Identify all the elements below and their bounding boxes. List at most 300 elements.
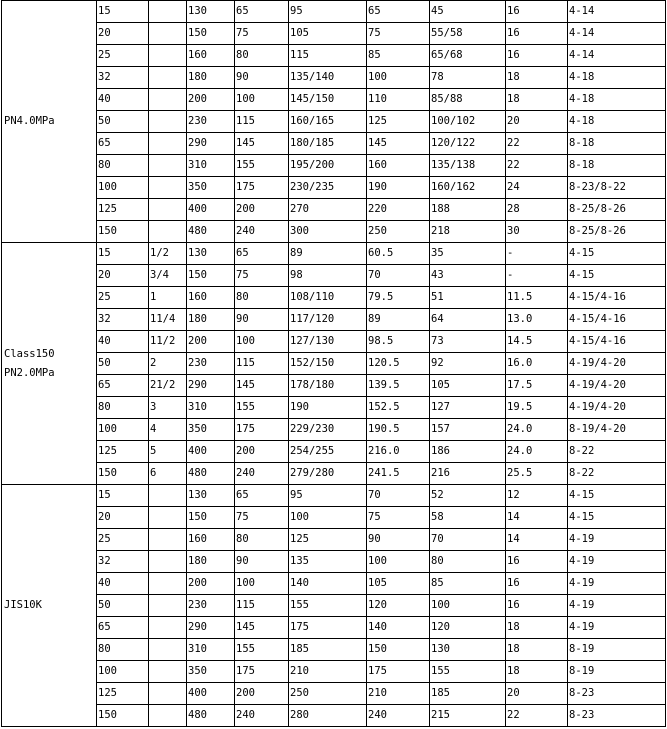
bolt-spec-cell: 4-14 bbox=[568, 45, 666, 67]
table-row bbox=[2, 67, 666, 89]
raised-face-cell: 135/138 bbox=[430, 155, 506, 177]
length-cell: 350 bbox=[187, 177, 235, 199]
thickness-cell: 17.5 bbox=[506, 375, 568, 397]
flange-spec-body bbox=[2, 1, 666, 727]
dn-cell: 32 bbox=[97, 67, 149, 89]
flange-od-cell: 195/200 bbox=[289, 155, 367, 177]
table-row bbox=[2, 551, 666, 573]
half-length-cell: 100 bbox=[235, 573, 289, 595]
nps-cell: 1/2 bbox=[149, 243, 187, 265]
half-length-cell: 240 bbox=[235, 221, 289, 243]
table-row bbox=[2, 595, 666, 617]
raised-face-cell: 55/58 bbox=[430, 23, 506, 45]
flange-od-cell: 185 bbox=[289, 639, 367, 661]
table-row bbox=[2, 661, 666, 683]
half-length-cell: 175 bbox=[235, 177, 289, 199]
bolt-spec-cell: 4-19/4-20 bbox=[568, 397, 666, 419]
bolt-circle-cell: 90 bbox=[367, 529, 430, 551]
bolt-circle-cell: 220 bbox=[367, 199, 430, 221]
half-length-cell: 115 bbox=[235, 353, 289, 375]
dn-cell: 20 bbox=[97, 507, 149, 529]
nps-cell bbox=[149, 89, 187, 111]
bolt-circle-cell: 60.5 bbox=[367, 243, 430, 265]
length-cell: 400 bbox=[187, 199, 235, 221]
flange-od-cell: 229/230 bbox=[289, 419, 367, 441]
table-row bbox=[2, 331, 666, 353]
raised-face-cell: 43 bbox=[430, 265, 506, 287]
bolt-spec-cell: 4-15/4-16 bbox=[568, 309, 666, 331]
nps-cell bbox=[149, 595, 187, 617]
half-length-cell: 115 bbox=[235, 111, 289, 133]
bolt-circle-cell: 241.5 bbox=[367, 463, 430, 485]
length-cell: 230 bbox=[187, 353, 235, 375]
table-row bbox=[2, 683, 666, 705]
half-length-cell: 115 bbox=[235, 595, 289, 617]
half-length-cell: 100 bbox=[235, 89, 289, 111]
raised-face-cell: 65/68 bbox=[430, 45, 506, 67]
length-cell: 310 bbox=[187, 639, 235, 661]
bolt-circle-cell: 89 bbox=[367, 309, 430, 331]
table-row bbox=[2, 375, 666, 397]
dn-cell: 25 bbox=[97, 45, 149, 67]
standard-label: JIS10K bbox=[4, 599, 42, 611]
standard-label-cell bbox=[2, 1, 97, 243]
raised-face-cell: 85 bbox=[430, 573, 506, 595]
thickness-cell: - bbox=[506, 243, 568, 265]
raised-face-cell: 120/122 bbox=[430, 133, 506, 155]
half-length-cell: 145 bbox=[235, 617, 289, 639]
flange-od-cell: 279/280 bbox=[289, 463, 367, 485]
bolt-spec-cell: 4-15 bbox=[568, 265, 666, 287]
nps-cell bbox=[149, 177, 187, 199]
nps-cell bbox=[149, 661, 187, 683]
half-length-cell: 65 bbox=[235, 243, 289, 265]
length-cell: 130 bbox=[187, 243, 235, 265]
nps-cell bbox=[149, 23, 187, 45]
length-cell: 150 bbox=[187, 265, 235, 287]
thickness-cell: 22 bbox=[506, 133, 568, 155]
nps-cell: 11/2 bbox=[149, 331, 187, 353]
bolt-circle-cell: 70 bbox=[367, 265, 430, 287]
half-length-cell: 200 bbox=[235, 683, 289, 705]
bolt-circle-cell: 190 bbox=[367, 177, 430, 199]
table-row bbox=[2, 1, 666, 23]
table-row bbox=[2, 199, 666, 221]
length-cell: 130 bbox=[187, 1, 235, 23]
thickness-cell: 24.0 bbox=[506, 419, 568, 441]
raised-face-cell: 64 bbox=[430, 309, 506, 331]
raised-face-cell: 216 bbox=[430, 463, 506, 485]
bolt-spec-cell: 4-15/4-16 bbox=[568, 331, 666, 353]
table-row bbox=[2, 155, 666, 177]
length-cell: 200 bbox=[187, 331, 235, 353]
table-row bbox=[2, 221, 666, 243]
bolt-circle-cell: 150 bbox=[367, 639, 430, 661]
bolt-circle-cell: 139.5 bbox=[367, 375, 430, 397]
nps-cell: 11/4 bbox=[149, 309, 187, 331]
thickness-cell: 14.5 bbox=[506, 331, 568, 353]
half-length-cell: 240 bbox=[235, 463, 289, 485]
nps-cell bbox=[149, 485, 187, 507]
half-length-cell: 155 bbox=[235, 155, 289, 177]
raised-face-cell: 100/102 bbox=[430, 111, 506, 133]
bolt-circle-cell: 125 bbox=[367, 111, 430, 133]
table-row bbox=[2, 243, 666, 265]
thickness-cell: 16.0 bbox=[506, 353, 568, 375]
nps-cell bbox=[149, 45, 187, 67]
length-cell: 290 bbox=[187, 375, 235, 397]
dn-cell: 25 bbox=[97, 287, 149, 309]
half-length-cell: 90 bbox=[235, 309, 289, 331]
length-cell: 350 bbox=[187, 661, 235, 683]
half-length-cell: 240 bbox=[235, 705, 289, 727]
raised-face-cell: 120 bbox=[430, 617, 506, 639]
table-row bbox=[2, 705, 666, 727]
nps-cell: 2 bbox=[149, 353, 187, 375]
length-cell: 310 bbox=[187, 397, 235, 419]
table-row bbox=[2, 441, 666, 463]
dn-cell: 40 bbox=[97, 89, 149, 111]
raised-face-cell: 78 bbox=[430, 67, 506, 89]
bolt-spec-cell: 4-15 bbox=[568, 485, 666, 507]
raised-face-cell: 105 bbox=[430, 375, 506, 397]
raised-face-cell: 215 bbox=[430, 705, 506, 727]
nps-cell bbox=[149, 111, 187, 133]
thickness-cell: 11.5 bbox=[506, 287, 568, 309]
length-cell: 350 bbox=[187, 419, 235, 441]
bolt-spec-cell: 8-18 bbox=[568, 133, 666, 155]
bolt-spec-cell: 4-14 bbox=[568, 23, 666, 45]
dn-cell: 15 bbox=[97, 243, 149, 265]
flange-od-cell: 160/165 bbox=[289, 111, 367, 133]
flange-od-cell: 270 bbox=[289, 199, 367, 221]
dn-cell: 80 bbox=[97, 397, 149, 419]
flange-od-cell: 100 bbox=[289, 507, 367, 529]
length-cell: 180 bbox=[187, 309, 235, 331]
thickness-cell: 18 bbox=[506, 639, 568, 661]
nps-cell: 5 bbox=[149, 441, 187, 463]
half-length-cell: 80 bbox=[235, 287, 289, 309]
nps-cell bbox=[149, 639, 187, 661]
bolt-spec-cell: 4-15 bbox=[568, 243, 666, 265]
thickness-cell: 28 bbox=[506, 199, 568, 221]
dn-cell: 100 bbox=[97, 177, 149, 199]
half-length-cell: 80 bbox=[235, 529, 289, 551]
half-length-cell: 155 bbox=[235, 397, 289, 419]
thickness-cell: 18 bbox=[506, 661, 568, 683]
raised-face-cell: 70 bbox=[430, 529, 506, 551]
length-cell: 230 bbox=[187, 111, 235, 133]
raised-face-cell: 100 bbox=[430, 595, 506, 617]
bolt-spec-cell: 8-23 bbox=[568, 683, 666, 705]
raised-face-cell: 185 bbox=[430, 683, 506, 705]
dn-cell: 80 bbox=[97, 155, 149, 177]
raised-face-cell: 127 bbox=[430, 397, 506, 419]
table-row bbox=[2, 287, 666, 309]
nps-cell bbox=[149, 573, 187, 595]
raised-face-cell: 157 bbox=[430, 419, 506, 441]
half-length-cell: 65 bbox=[235, 1, 289, 23]
flange-od-cell: 180/185 bbox=[289, 133, 367, 155]
bolt-circle-cell: 152.5 bbox=[367, 397, 430, 419]
half-length-cell: 100 bbox=[235, 331, 289, 353]
table-row bbox=[2, 617, 666, 639]
half-length-cell: 145 bbox=[235, 133, 289, 155]
half-length-cell: 90 bbox=[235, 551, 289, 573]
table-row bbox=[2, 89, 666, 111]
length-cell: 160 bbox=[187, 45, 235, 67]
bolt-circle-cell: 190.5 bbox=[367, 419, 430, 441]
bolt-circle-cell: 100 bbox=[367, 67, 430, 89]
dn-cell: 15 bbox=[97, 485, 149, 507]
bolt-spec-cell: 4-18 bbox=[568, 67, 666, 89]
length-cell: 400 bbox=[187, 441, 235, 463]
standard-label-cell bbox=[2, 243, 97, 485]
bolt-circle-cell: 240 bbox=[367, 705, 430, 727]
raised-face-cell: 52 bbox=[430, 485, 506, 507]
bolt-circle-cell: 140 bbox=[367, 617, 430, 639]
bolt-spec-cell: 8-19 bbox=[568, 639, 666, 661]
length-cell: 160 bbox=[187, 529, 235, 551]
standard-label: PN4.0MPa bbox=[4, 115, 55, 127]
table-row bbox=[2, 111, 666, 133]
flange-od-cell: 95 bbox=[289, 485, 367, 507]
bolt-spec-cell: 8-25/8-26 bbox=[568, 199, 666, 221]
dn-cell: 32 bbox=[97, 551, 149, 573]
bolt-spec-cell: 4-19 bbox=[568, 573, 666, 595]
dn-cell: 100 bbox=[97, 419, 149, 441]
flange-od-cell: 145/150 bbox=[289, 89, 367, 111]
thickness-cell: 16 bbox=[506, 23, 568, 45]
thickness-cell: 20 bbox=[506, 111, 568, 133]
thickness-cell: 14 bbox=[506, 529, 568, 551]
dn-cell: 40 bbox=[97, 573, 149, 595]
table-row bbox=[2, 485, 666, 507]
bolt-spec-cell: 8-18 bbox=[568, 155, 666, 177]
thickness-cell: 13.0 bbox=[506, 309, 568, 331]
bolt-circle-cell: 145 bbox=[367, 133, 430, 155]
nps-cell: 21/2 bbox=[149, 375, 187, 397]
raised-face-cell: 80 bbox=[430, 551, 506, 573]
dn-cell: 50 bbox=[97, 111, 149, 133]
bolt-circle-cell: 75 bbox=[367, 23, 430, 45]
length-cell: 180 bbox=[187, 551, 235, 573]
dn-cell: 50 bbox=[97, 595, 149, 617]
thickness-cell: 24 bbox=[506, 177, 568, 199]
dn-cell: 40 bbox=[97, 331, 149, 353]
length-cell: 290 bbox=[187, 133, 235, 155]
bolt-spec-cell: 4-18 bbox=[568, 89, 666, 111]
half-length-cell: 80 bbox=[235, 45, 289, 67]
bolt-spec-cell: 4-19 bbox=[568, 529, 666, 551]
bolt-circle-cell: 100 bbox=[367, 551, 430, 573]
bolt-spec-cell: 8-22 bbox=[568, 463, 666, 485]
length-cell: 290 bbox=[187, 617, 235, 639]
bolt-circle-cell: 85 bbox=[367, 45, 430, 67]
bolt-circle-cell: 120.5 bbox=[367, 353, 430, 375]
nps-cell bbox=[149, 199, 187, 221]
table-row bbox=[2, 573, 666, 595]
raised-face-cell: 35 bbox=[430, 243, 506, 265]
thickness-cell: 24.0 bbox=[506, 441, 568, 463]
nps-cell: 3 bbox=[149, 397, 187, 419]
nps-cell bbox=[149, 1, 187, 23]
flange-od-cell: 190 bbox=[289, 397, 367, 419]
nps-cell bbox=[149, 155, 187, 177]
length-cell: 160 bbox=[187, 287, 235, 309]
thickness-cell: 16 bbox=[506, 1, 568, 23]
half-length-cell: 175 bbox=[235, 419, 289, 441]
thickness-cell: 18 bbox=[506, 89, 568, 111]
table-row bbox=[2, 507, 666, 529]
dn-cell: 20 bbox=[97, 23, 149, 45]
thickness-cell: 16 bbox=[506, 573, 568, 595]
bolt-spec-cell: 4-18 bbox=[568, 111, 666, 133]
flange-od-cell: 178/180 bbox=[289, 375, 367, 397]
table-row bbox=[2, 397, 666, 419]
thickness-cell: 20 bbox=[506, 683, 568, 705]
table-row bbox=[2, 45, 666, 67]
bolt-circle-cell: 70 bbox=[367, 485, 430, 507]
thickness-cell: 18 bbox=[506, 617, 568, 639]
dn-cell: 100 bbox=[97, 661, 149, 683]
standard-label: Class150 bbox=[4, 347, 55, 360]
length-cell: 130 bbox=[187, 485, 235, 507]
half-length-cell: 145 bbox=[235, 375, 289, 397]
flange-od-cell: 108/110 bbox=[289, 287, 367, 309]
dn-cell: 20 bbox=[97, 265, 149, 287]
bolt-circle-cell: 105 bbox=[367, 573, 430, 595]
flange-od-cell: 152/150 bbox=[289, 353, 367, 375]
bolt-spec-cell: 4-19 bbox=[568, 617, 666, 639]
length-cell: 200 bbox=[187, 573, 235, 595]
thickness-cell: 22 bbox=[506, 155, 568, 177]
length-cell: 480 bbox=[187, 221, 235, 243]
bolt-circle-cell: 250 bbox=[367, 221, 430, 243]
bolt-spec-cell: 8-25/8-26 bbox=[568, 221, 666, 243]
half-length-cell: 65 bbox=[235, 485, 289, 507]
bolt-spec-cell: 8-23/8-22 bbox=[568, 177, 666, 199]
nps-cell bbox=[149, 133, 187, 155]
thickness-cell: 16 bbox=[506, 551, 568, 573]
raised-face-cell: 51 bbox=[430, 287, 506, 309]
flange-od-cell: 280 bbox=[289, 705, 367, 727]
dn-cell: 150 bbox=[97, 705, 149, 727]
flange-od-cell: 175 bbox=[289, 617, 367, 639]
thickness-cell: 16 bbox=[506, 45, 568, 67]
nps-cell: 3/4 bbox=[149, 265, 187, 287]
half-length-cell: 155 bbox=[235, 639, 289, 661]
flange-od-cell: 135/140 bbox=[289, 67, 367, 89]
bolt-circle-cell: 110 bbox=[367, 89, 430, 111]
thickness-cell: 19.5 bbox=[506, 397, 568, 419]
length-cell: 310 bbox=[187, 155, 235, 177]
raised-face-cell: 188 bbox=[430, 199, 506, 221]
dn-cell: 125 bbox=[97, 199, 149, 221]
thickness-cell: 22 bbox=[506, 705, 568, 727]
flange-od-cell: 95 bbox=[289, 1, 367, 23]
thickness-cell: 18 bbox=[506, 67, 568, 89]
nps-cell: 6 bbox=[149, 463, 187, 485]
flange-od-cell: 140 bbox=[289, 573, 367, 595]
length-cell: 230 bbox=[187, 595, 235, 617]
half-length-cell: 175 bbox=[235, 661, 289, 683]
length-cell: 400 bbox=[187, 683, 235, 705]
bolt-circle-cell: 98.5 bbox=[367, 331, 430, 353]
flange-od-cell: 125 bbox=[289, 529, 367, 551]
flange-od-cell: 210 bbox=[289, 661, 367, 683]
flange-od-cell: 230/235 bbox=[289, 177, 367, 199]
bolt-spec-cell: 4-19/4-20 bbox=[568, 353, 666, 375]
bolt-spec-cell: 4-14 bbox=[568, 1, 666, 23]
nps-cell bbox=[149, 507, 187, 529]
thickness-cell: 16 bbox=[506, 595, 568, 617]
bolt-spec-cell: 4-15/4-16 bbox=[568, 287, 666, 309]
table-row bbox=[2, 353, 666, 375]
flange-od-cell: 300 bbox=[289, 221, 367, 243]
raised-face-cell: 85/88 bbox=[430, 89, 506, 111]
table-row bbox=[2, 419, 666, 441]
standard-label: PN2.0MPa bbox=[4, 366, 55, 379]
bolt-circle-cell: 160 bbox=[367, 155, 430, 177]
dn-cell: 150 bbox=[97, 463, 149, 485]
length-cell: 200 bbox=[187, 89, 235, 111]
standard-label-cell bbox=[2, 485, 97, 727]
table-row bbox=[2, 463, 666, 485]
bolt-spec-cell: 4-19/4-20 bbox=[568, 375, 666, 397]
bolt-spec-cell: 4-19 bbox=[568, 551, 666, 573]
raised-face-cell: 160/162 bbox=[430, 177, 506, 199]
flange-od-cell: 127/130 bbox=[289, 331, 367, 353]
table-row bbox=[2, 133, 666, 155]
nps-cell bbox=[149, 551, 187, 573]
raised-face-cell: 186 bbox=[430, 441, 506, 463]
nps-cell bbox=[149, 67, 187, 89]
bolt-spec-cell: 8-23 bbox=[568, 705, 666, 727]
bolt-circle-cell: 75 bbox=[367, 507, 430, 529]
bolt-circle-cell: 210 bbox=[367, 683, 430, 705]
dn-cell: 125 bbox=[97, 683, 149, 705]
raised-face-cell: 155 bbox=[430, 661, 506, 683]
length-cell: 180 bbox=[187, 67, 235, 89]
table-row bbox=[2, 639, 666, 661]
nps-cell: 4 bbox=[149, 419, 187, 441]
dn-cell: 80 bbox=[97, 639, 149, 661]
half-length-cell: 75 bbox=[235, 265, 289, 287]
nps-cell bbox=[149, 683, 187, 705]
length-cell: 150 bbox=[187, 23, 235, 45]
raised-face-cell: 92 bbox=[430, 353, 506, 375]
flange-od-cell: 98 bbox=[289, 265, 367, 287]
dn-cell: 15 bbox=[97, 1, 149, 23]
thickness-cell: 12 bbox=[506, 485, 568, 507]
flange-spec-table bbox=[1, 0, 666, 727]
length-cell: 480 bbox=[187, 705, 235, 727]
half-length-cell: 200 bbox=[235, 199, 289, 221]
length-cell: 480 bbox=[187, 463, 235, 485]
flange-od-cell: 254/255 bbox=[289, 441, 367, 463]
table-row bbox=[2, 23, 666, 45]
raised-face-cell: 58 bbox=[430, 507, 506, 529]
flange-od-cell: 117/120 bbox=[289, 309, 367, 331]
bolt-spec-cell: 8-19 bbox=[568, 661, 666, 683]
dn-cell: 150 bbox=[97, 221, 149, 243]
table-row bbox=[2, 265, 666, 287]
table-row bbox=[2, 309, 666, 331]
bolt-circle-cell: 120 bbox=[367, 595, 430, 617]
bolt-spec-cell: 8-19/4-20 bbox=[568, 419, 666, 441]
dn-cell: 65 bbox=[97, 617, 149, 639]
